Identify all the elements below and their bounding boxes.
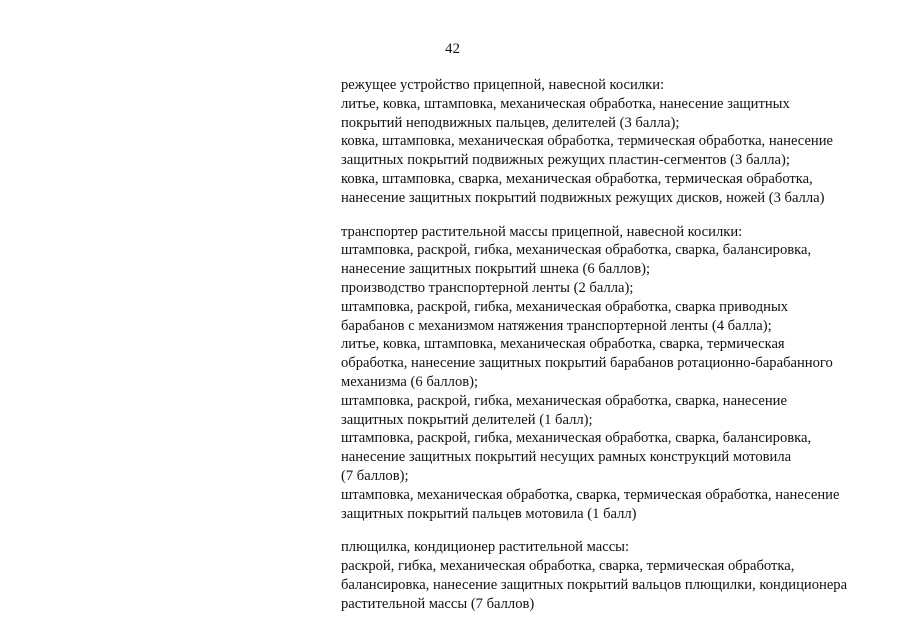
section-cutting-device: [341, 76, 897, 208]
text-line: нанесение защитных покрытий шнека (6 баллов);: [341, 261, 651, 278]
text-line: защитных покрытий пальцев мотовила (1 балл): [341, 505, 637, 522]
text-line: защитных покрытий подвижных режущих пластин-сегментов (3 балла);: [341, 152, 790, 169]
text-line: нанесение защитных покрытий подвижных режущих дисков, ножей (3 балла): [341, 189, 825, 206]
text-line: штамповка, раскрой, гибка, механическая обработка, сварка, нанесение: [341, 392, 787, 409]
section-heading: транспортер растительной массы прицепной, навесной косилки:: [341, 223, 743, 240]
text-line: производство транспортерной ленты (2 балла);: [341, 279, 634, 296]
text-line: обработка, нанесение защитных покрытий барабанов ротационно-барабанного: [341, 355, 833, 372]
text-line: литье, ковка, штамповка, механическая обработка, сварка, термическая: [341, 336, 785, 353]
text-line: (7 баллов);: [341, 467, 409, 484]
page-number: 42: [445, 41, 460, 57]
section-conditioner: [341, 538, 897, 613]
text-line: покрытий неподвижных пальцев, делителей (3 балла);: [341, 114, 680, 131]
text-line: штамповка, раскрой, гибка, механическая обработка, сварка приводных: [341, 298, 789, 315]
text-line: штамповка, раскрой, гибка, механическая обработка, сварка, балансировка,: [341, 430, 812, 447]
section-heading: плющилка, кондиционер растительной массы:: [341, 539, 630, 556]
text-line: ковка, штамповка, сварка, механическая обработка, термическая обработка,: [341, 170, 813, 187]
text-line: защитных покрытий делителей (1 балл);: [341, 411, 593, 428]
text-line: штамповка, механическая обработка, сварка, термическая обработка, нанесение: [341, 486, 840, 503]
text-line: раскрой, гибка, механическая обработка, сварка, термическая обработка,: [341, 558, 795, 575]
text-line: механизма (6 баллов);: [341, 373, 479, 390]
text-line: балансировка, нанесение защитных покрытий вальцов плющилки, кондиционера: [341, 576, 848, 593]
text-line: нанесение защитных покрытий несущих рамных конструкций мотовила: [341, 449, 792, 466]
text-line: барабанов с механизмом натяжения транспортерной ленты (4 балла);: [341, 317, 772, 334]
document-body: [341, 76, 897, 629]
section-heading: режущее устройство прицепной, навесной косилки:: [341, 77, 665, 93]
text-line: штамповка, раскрой, гибка, механическая обработка, сварка, балансировка,: [341, 242, 812, 259]
text-line: литье, ковка, штамповка, механическая обработка, нанесение защитных: [341, 95, 790, 112]
text-line: растительной массы (7 баллов): [341, 595, 535, 612]
text-line: ковка, штамповка, механическая обработка, термическая обработка, нанесение: [341, 133, 834, 150]
section-transporter: [341, 223, 897, 524]
